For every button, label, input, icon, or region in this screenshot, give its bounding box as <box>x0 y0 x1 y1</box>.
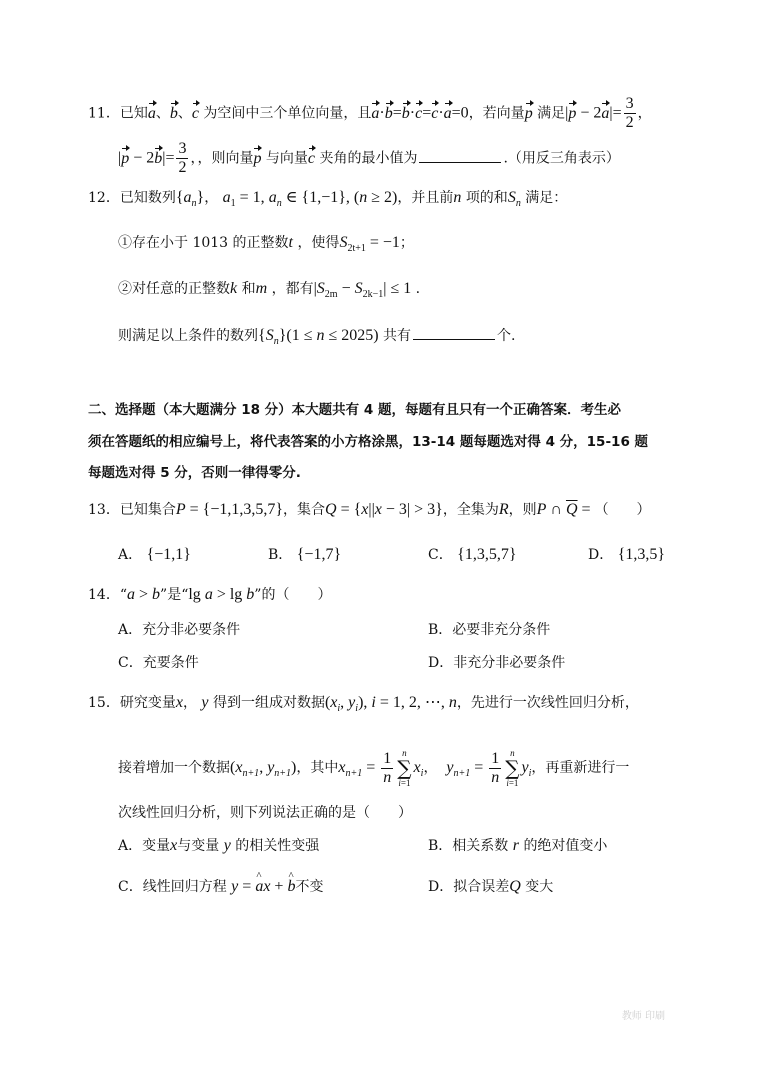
q11-line1: 11．已知a、b、c 为空间中三个单位向量，且a·b=b·c=c·a=0，若向量p 满足|p − 2a|= $\frac{3}{2}$ ， <box>88 95 652 131</box>
q13-option-c[interactable]: C． {1,3,5,7} <box>428 546 517 563</box>
q13-option-a[interactable]: A． {−1,1} <box>118 546 191 563</box>
q12-line3: 则满足以上条件的数列$\{S_n\}(1 \le n \le 2025)$ 共有 个. <box>118 327 516 348</box>
answer-blank-12[interactable] <box>413 325 495 340</box>
section2-line1: 二、选择题（本大题满分 18 分）本大题共有 4 题，每题有且只有一个正确答案．考生必 <box>88 402 621 418</box>
q14-option-c[interactable]: C．充要条件 <box>118 655 199 671</box>
q12-line1: 12．已知数列$\{a_n\}$， $a_1 = 1$, $a_n$ ∈ {1,−1}, (n ≥ 2)，并且前n 项的和$S_n$ 满足： <box>88 189 568 210</box>
q15-line2: 接着增加一个数据($x_{n+1}$, $y_{n+1}$)，其中$x_{n+1}$ = $\frac{1}{n}$ n ∑ i=1 $x_i$， $y_{n+1}$ = $\frac{1}{n}$ n ∑ i=1 $y_i$，再重新进行一 <box>118 748 630 788</box>
q15-option-b[interactable]: B．相关系数 r 的绝对值变小 <box>428 837 608 854</box>
answer-blank-11[interactable] <box>419 148 501 163</box>
q15-line3: 次线性回归分析，则下列说法正确的是（ ） <box>118 805 412 821</box>
page-footer-watermark: 教师 印刷 <box>621 1011 665 1022</box>
q15-option-a[interactable]: A．变量x与变量 y 的相关性变强 <box>118 837 320 854</box>
q14-stem: 14．“a > b”是“lg a > lg b”的（ ） <box>88 586 332 603</box>
q14-option-a[interactable]: A．充分非必要条件 <box>118 622 241 638</box>
q11-line2: |p − 2b|= $\frac{3}{2}$ ，，则向量p 与向量c 夹角的最小值为 .（用反三角表示） <box>118 140 620 176</box>
q15-option-c[interactable]: C．线性回归方程 y = a ^x + b ^不变 <box>118 877 323 897</box>
q15-option-d[interactable]: D．拟合误差Q 变大 <box>428 878 554 895</box>
q15-line1: 15．研究变量x， y 得到一组成对数据($x_i$, $y_i$), i = 1, 2, ⋯, n，先进行一次线性回归分析， <box>88 694 639 715</box>
q12-cond1: ①存在小于 1013 的正整数t ，使得$S_{2t+1} = -1$； <box>118 234 414 255</box>
q14-option-d[interactable]: D．非充分非必要条件 <box>428 655 566 671</box>
q13-option-b[interactable]: B． {−1,7} <box>268 546 342 563</box>
section2-line2: 须在答题纸的相应编号上，将代表答案的小方格涂黑，13-14 题每题选对得 4 分，15-16 题 <box>88 434 649 450</box>
section2-line3: 每题选对得 5 分，否则一律得零分. <box>88 465 301 481</box>
q13-option-d[interactable]: D． {1,3,5} <box>588 546 666 563</box>
q12-cond2: ②对任意的正整数k 和m ，都有$|S_{2m} - S_{2k-1}| \le 1$ . <box>118 280 421 301</box>
q13-stem: 13．已知集合P = {−1,1,3,5,7}，集合Q = {x||x − 3| > 3}，全集为R，则P ∩ $\overline{Q}$ = （ ） <box>88 501 651 518</box>
q14-option-b[interactable]: B．必要非充分条件 <box>428 622 551 638</box>
